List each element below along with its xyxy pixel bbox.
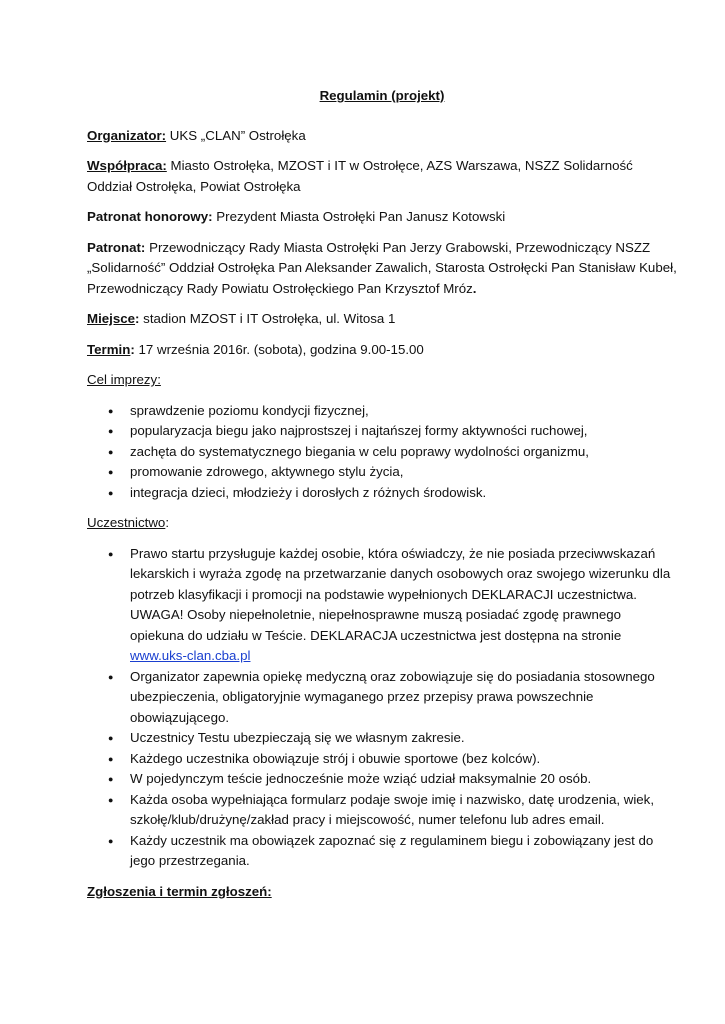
- patronat-honorowy-label: Patronat honorowy:: [87, 209, 213, 224]
- miejsce-value: stadion MZOST i IT Ostrołęka, ul. Witosa 1: [139, 311, 396, 326]
- wspolpraca-paragraph: [87, 156, 677, 197]
- miejsce-label: Miejsce: [87, 311, 136, 326]
- zgloszenia-heading: [87, 882, 677, 903]
- patronat-honorowy-paragraph: [87, 207, 677, 228]
- patronat-honorowy-value: Prezydent Miasta Ostrołęki Pan Janusz Kotowski: [212, 209, 506, 224]
- uczestnictwo-heading-text: Uczestnictwo: [87, 515, 166, 530]
- list-item: [87, 544, 677, 667]
- patronat-label: Patronat:: [87, 239, 146, 255]
- patronat-paragraph: [87, 238, 677, 300]
- list-item: ● popularyzacja biegu jako najprostszej i najtańszej formy aktywności ruchowej,: [87, 421, 677, 442]
- termin-value: 17 września 2016r. (sobota), godzina 9.00-15.00: [134, 341, 424, 357]
- wspolpraca-label: Współpraca:: [87, 158, 167, 173]
- list-item: ● Każdego uczestnika obowiązuje strój i obuwie sportowe (bez kolców).: [87, 749, 677, 770]
- list-item: ● Organizator zapewnia opiekę medyczną oraz zobowiązuje się do posiadania stosownego ubezpieczenia, obligatoryjnie wymaganego przez przepisy prawa powszechnie obowiązującego.: [87, 667, 677, 729]
- termin-paragraph: [87, 340, 677, 361]
- uczestnictwo-heading-colon: :: [165, 515, 170, 530]
- list-item: ● Uczestnicy Testu ubezpieczają się we własnym zakresie.: [87, 728, 677, 749]
- patronat-value: Przewodniczący Rady Miasta Ostrołęki Pan Jerzy Grabowski, Przewodniczący NSZZ „Solidarność” Oddział Ostrołęka Pan Aleksander Zawalich, Starosta Ostrołęcki Pan Stanisław Kubeł, Przewodniczący Rady Powiatu Ostrołęckiego Pan Krzysztof Mróz: [87, 239, 677, 296]
- cel-heading: [87, 370, 677, 391]
- list-item: ● integracja dzieci, młodzieży i dorosłych z różnych środowisk.: [87, 483, 677, 504]
- organizator-label: Organizator:: [87, 127, 167, 143]
- uczestnictwo-heading: [87, 513, 677, 534]
- cel-heading-text: Cel imprezy:: [87, 372, 161, 387]
- uczestnictwo-list: [87, 544, 677, 872]
- list-item: ● Każda osoba wypełniająca formularz podaje swoje imię i nazwisko, datę urodzenia, wiek, szkołę/klub/drużynę/zakład pracy i miejscowość, numer telefonu lub adres email.: [87, 790, 677, 831]
- list-item: ● sprawdzenie poziomu kondycji fizycznej,: [87, 401, 677, 422]
- list-item: ● Każdy uczestnik ma obowiązek zapoznać się z regulaminem biegu i zobowiązany jest do jego przestrzegania.: [87, 831, 677, 872]
- wspolpraca-value: Miasto Ostrołęka, MZOST i IT w Ostrołęce, AZS Warszawa, NSZZ Solidarność Oddział Ostrołęka, Powiat Ostrołęka: [87, 158, 633, 194]
- termin-colon: :: [130, 341, 135, 357]
- list-item: ● zachęta do systematycznego biegania w celu poprawy wydolności organizmu,: [87, 442, 677, 463]
- organizator-value: UKS „CLAN” Ostrołęka: [166, 127, 306, 143]
- cel-list: [87, 401, 677, 504]
- zgloszenia-heading-text: Zgłoszenia i termin zgłoszeń:: [87, 883, 272, 899]
- document-body: [87, 86, 677, 912]
- list-item: ● W pojedynczym teście jednocześnie może wziąć udział maksymalnie 20 osób.: [87, 769, 677, 790]
- website-link[interactable]: www.uks-clan.cba.pl: [130, 648, 251, 663]
- miejsce-colon: :: [135, 311, 140, 326]
- list-item: ● promowanie zdrowego, aktywnego stylu życia,: [87, 462, 677, 483]
- miejsce-paragraph: [87, 309, 677, 330]
- document-title: Regulamin (projekt): [319, 88, 445, 103]
- uczestnictwo-first-text: Prawo startu przysługuje każdej osobie, która oświadczy, że nie posiada przeciwwskazań lekarskich i wyraża zgodę na przetwarzanie danych osobowych oraz swojego wizerunku dla potrzeb klasyfikacji i promocji na podstawie wypełnionych DEKLARACJI uczestnictwa. UWAGA! Osoby niepełnoletnie, niepełnosprawne muszą posiadać zgodę prawnego opiekuna do udziału w Teście. DEKLARACJA uczestnictwa jest dostępna na stronie: [130, 545, 671, 643]
- organizator-paragraph: [87, 126, 677, 147]
- termin-label: Termin: [87, 341, 131, 357]
- patronat-end: .: [472, 280, 477, 296]
